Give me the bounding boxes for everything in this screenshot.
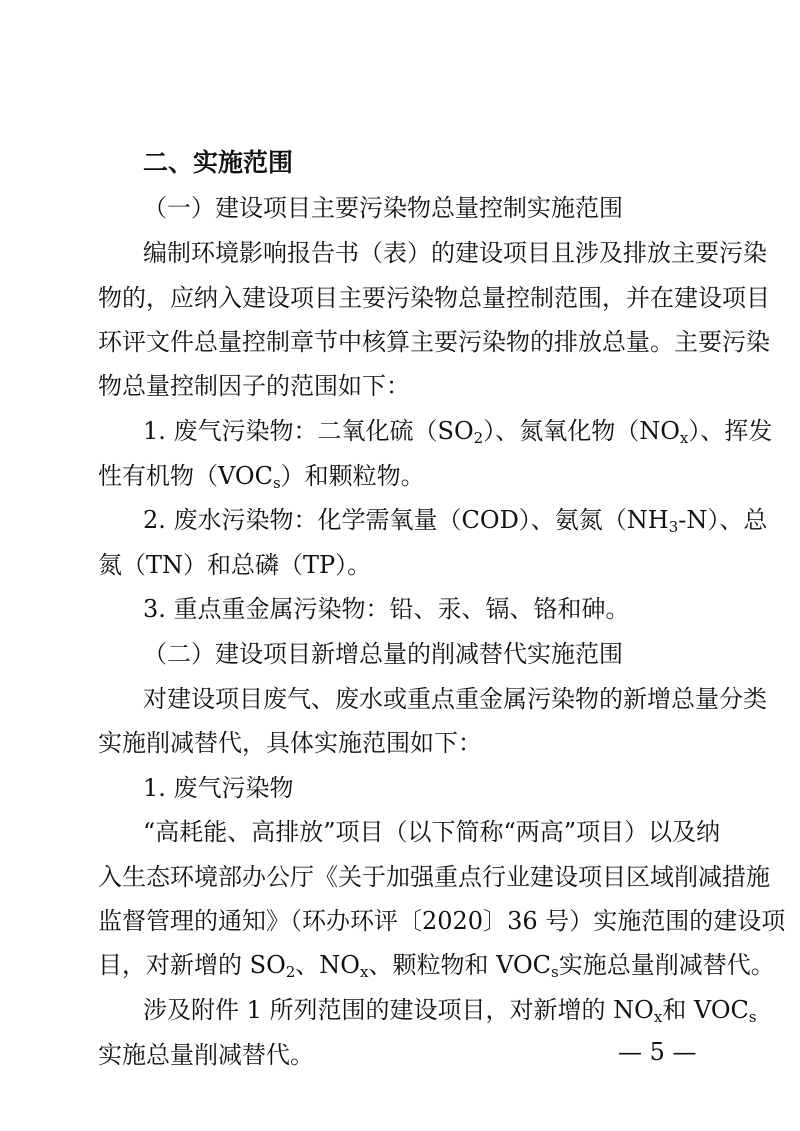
- paragraph-line: 环评文件总量控制章节中核算主要污染物的排放总量。主要污染: [98, 328, 770, 356]
- list-item-3: 3. 重点重金属污染物：铅、汞、镉、铬和砷。: [143, 595, 630, 623]
- list-item-1-line-1: 1. 废气污染物：二氧化硫$(SO_2)$、氮氧化物$(NO_x)$、挥发: [143, 417, 773, 447]
- page-number: — 5 —: [618, 1038, 697, 1066]
- paragraph-line: 对建设项目废气、废水或重点重金属污染物的新增总量分类: [143, 685, 767, 713]
- paragraph-line: 监督管理的通知》（环办环评〔2020〕36 号）实施范围的建设项: [98, 907, 786, 935]
- paragraph-line: 实施削减替代，具体实施范围如下：: [98, 729, 482, 757]
- paragraph-line: 入生态环境部办公厅《关于加强重点行业建设项目区域削减措施: [98, 863, 770, 891]
- subsection-heading-1: （一）建设项目主要污染物总量控制实施范围: [143, 194, 623, 222]
- section-heading: 二、实施范围: [143, 148, 294, 177]
- list-item-2-line-1: 2. 废水污染物：化学需氧量（COD）、氨氮$(NH_3-N)$、总: [143, 506, 768, 536]
- subitem-heading: 1. 废气污染物: [143, 774, 294, 802]
- subsection-heading-2: （二）建设项目新增总量的削减替代实施范围: [143, 640, 623, 668]
- list-item-1-line-2: 性有机物$(VOC_s)$和颗粒物。: [98, 462, 425, 492]
- paragraph-line: 物的，应纳入建设项目主要污染物总量控制范围，并在建设项目: [98, 284, 770, 312]
- paragraph-line: 物总量控制因子的范围如下：: [98, 372, 410, 400]
- paragraph-line: 实施总量削减替代。: [98, 1041, 314, 1069]
- paragraph-line: 涉及附件 1 所列范围的建设项目，对新增的 $NO_x$和 $VOC_s$: [143, 996, 757, 1026]
- list-item-2-line-2: 氮（TN）和总磷（TP）。: [98, 551, 372, 579]
- paragraph-line: 编制环境影响报告书（表）的建设项目且涉及排放主要污染: [143, 239, 767, 267]
- paragraph-line: 目，对新增的 $SO_2$、$NO_x$、颗粒物和 $VOC_s$实施总量削减替代。: [98, 951, 775, 981]
- paragraph-line: “高耗能、高排放”项目（以下简称“两高”项目）以及纳: [143, 818, 721, 846]
